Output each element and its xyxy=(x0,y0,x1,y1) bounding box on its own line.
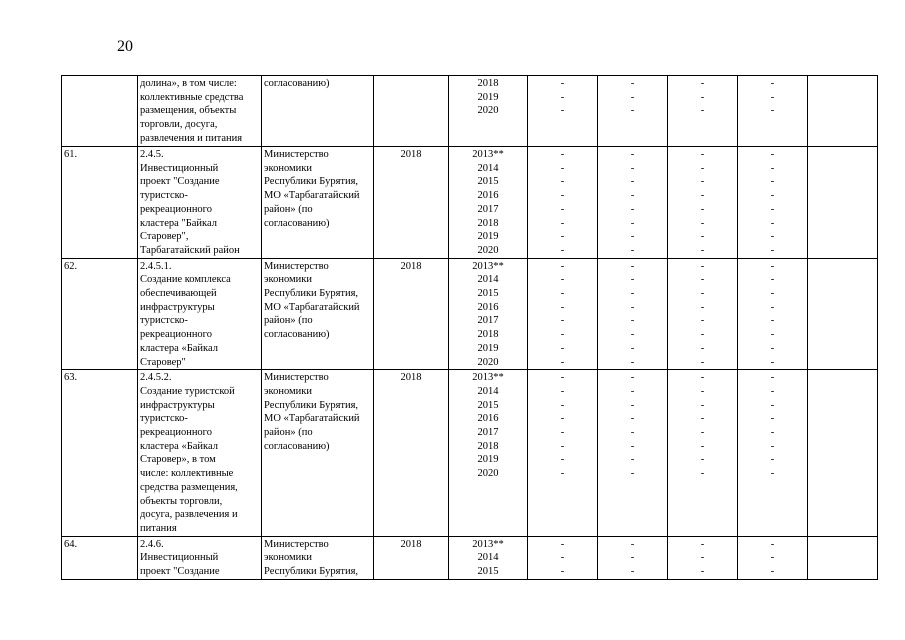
value-cell: - - - - - - - - xyxy=(668,258,738,370)
value-cell: - - - - - - - - xyxy=(668,370,738,536)
responsible-org: согласованию) xyxy=(262,76,374,147)
value-cell: - - - xyxy=(528,536,598,579)
row-number: 61. xyxy=(62,147,138,259)
page-number: 20 xyxy=(117,38,133,55)
responsible-org: Министерство экономики Республики Бурятия, МО «Тарбагатайский район» (по согласованию) xyxy=(262,370,374,536)
table-row xyxy=(62,76,878,147)
completion-year: 2018 xyxy=(374,147,449,259)
years-list: 2018 2019 2020 xyxy=(449,76,528,147)
measure-name: долина», в том числе: коллективные средства размещения, объекты торговли, досуга, развлечения и питания xyxy=(138,76,262,147)
value-cell: - - - - - - - - xyxy=(598,147,668,259)
empty-cell xyxy=(808,147,878,259)
value-cell: - - - - - - - - xyxy=(738,370,808,536)
completion-year: 2018 xyxy=(374,370,449,536)
value-cell: - - - - - - - - xyxy=(528,370,598,536)
value-cell: - - - xyxy=(668,76,738,147)
years-list: 2013** 2014 2015 2016 2017 2018 2019 2020 xyxy=(449,370,528,536)
responsible-org: Министерство экономики Республики Бурятия, xyxy=(262,536,374,579)
table-row xyxy=(62,258,878,370)
value-cell: - - - - - - - - xyxy=(598,258,668,370)
empty-cell xyxy=(808,536,878,579)
measure-name: 2.4.5.1. Создание комплекса обеспечивающей инфраструктуры туристско- рекреационного кластера «Байкал Старовер" xyxy=(138,258,262,370)
responsible-org: Министерство экономики Республики Бурятия, МО «Тарбагатайский район» (по согласованию) xyxy=(262,258,374,370)
responsible-org: Министерство экономики Республики Бурятия, МО «Тарбагатайский район» (по согласованию) xyxy=(262,147,374,259)
value-cell: - - - - - - - - xyxy=(528,147,598,259)
row-number: 63. xyxy=(62,370,138,536)
value-cell: - - - - - - - - xyxy=(738,258,808,370)
table-row xyxy=(62,370,878,536)
value-cell: - - - - - - - - xyxy=(668,147,738,259)
completion-year: 2018 xyxy=(374,536,449,579)
value-cell: - - - - - - - - xyxy=(528,258,598,370)
program-table xyxy=(61,75,878,580)
years-list: 2013** 2014 2015 2016 2017 2018 2019 2020 xyxy=(449,147,528,259)
value-cell: - - - - - - - - xyxy=(598,370,668,536)
years-list: 2013** 2014 2015 xyxy=(449,536,528,579)
empty-cell xyxy=(808,258,878,370)
measure-name: 2.4.5.2. Создание туристской инфраструктуры туристско- рекреационного кластера «Байкал Старовер», в том числе: коллективные средства размещения, объекты торговли, досуга, развлечения и питания xyxy=(138,370,262,536)
table-row xyxy=(62,536,878,579)
completion-year: 2018 xyxy=(374,258,449,370)
row-number: 64. xyxy=(62,536,138,579)
empty-cell xyxy=(808,370,878,536)
value-cell: - - - xyxy=(528,76,598,147)
value-cell: - - - xyxy=(738,76,808,147)
value-cell: - - - xyxy=(598,536,668,579)
value-cell: - - - - - - - - xyxy=(738,147,808,259)
value-cell: - - - xyxy=(598,76,668,147)
measure-name: 2.4.6. Инвестиционный проект "Создание xyxy=(138,536,262,579)
row-number: 62. xyxy=(62,258,138,370)
completion-year xyxy=(374,76,449,147)
empty-cell xyxy=(808,76,878,147)
value-cell: - - - xyxy=(668,536,738,579)
years-list: 2013** 2014 2015 2016 2017 2018 2019 2020 xyxy=(449,258,528,370)
table-row xyxy=(62,147,878,259)
row-number xyxy=(62,76,138,147)
measure-name: 2.4.5. Инвестиционный проект "Создание туристско- рекреационного кластера "Байкал Старовер", Тарбагатайский район xyxy=(138,147,262,259)
value-cell: - - - xyxy=(738,536,808,579)
